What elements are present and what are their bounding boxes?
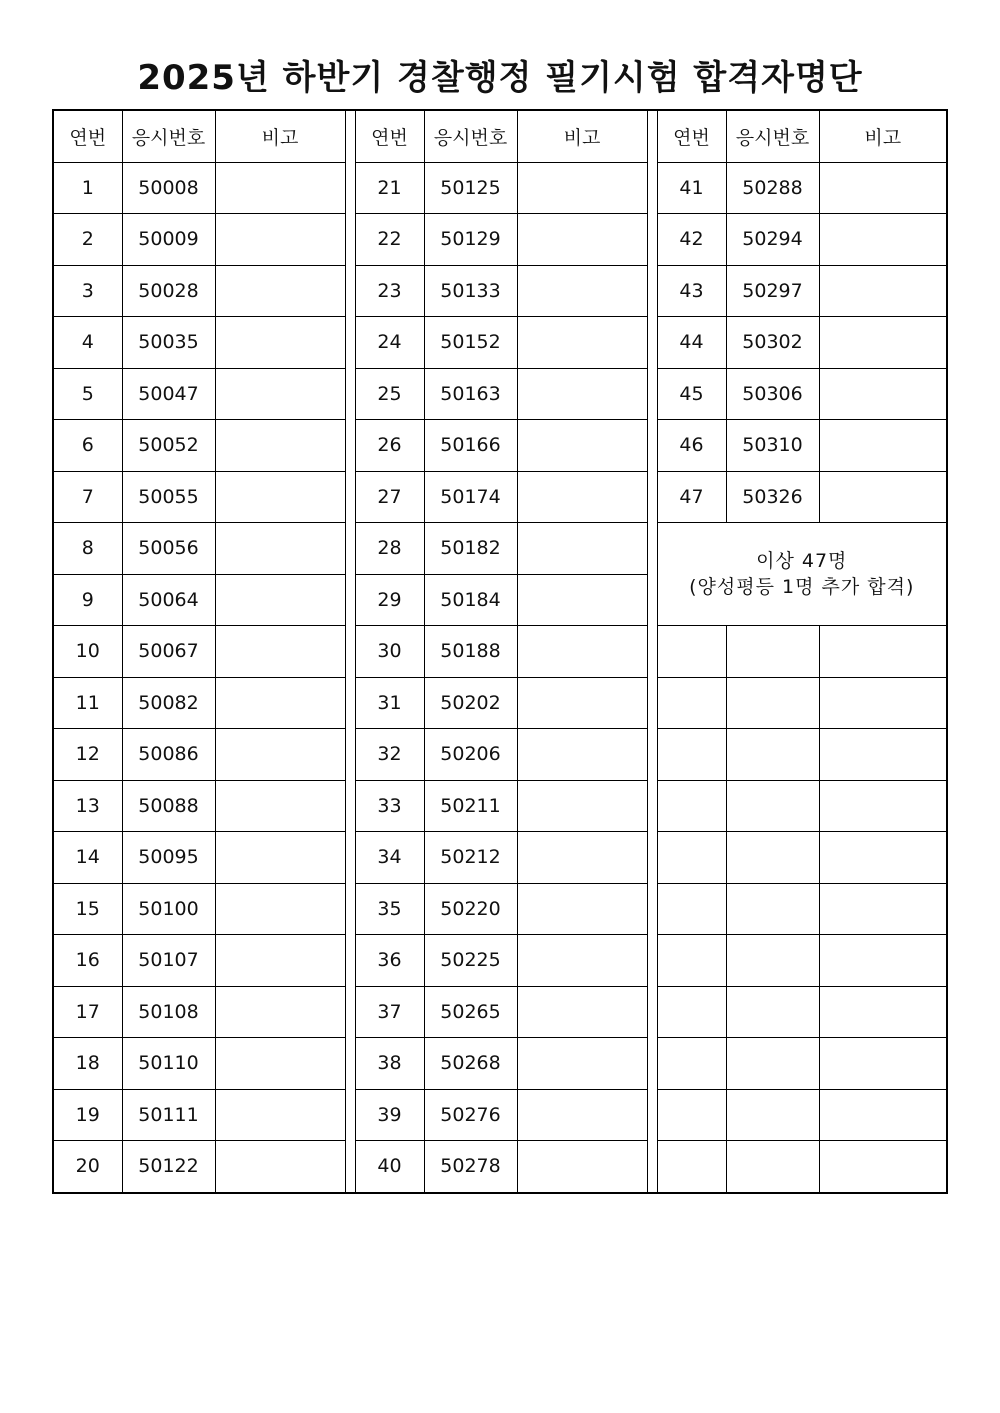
column-gap <box>647 317 657 369</box>
seq-cell: 21 <box>355 162 424 214</box>
remark-cell <box>517 265 647 317</box>
exam-no-cell: 50297 <box>726 265 819 317</box>
column-gap <box>647 574 657 626</box>
table-row <box>53 1141 947 1193</box>
exam-no-cell <box>726 780 819 832</box>
seq-cell: 28 <box>355 523 424 575</box>
column-gap <box>647 523 657 575</box>
column-gap <box>647 832 657 884</box>
remark-cell <box>517 574 647 626</box>
seq-cell: 3 <box>53 265 122 317</box>
remark-cell <box>819 780 947 832</box>
summary-note <box>657 523 947 626</box>
seq-cell: 22 <box>355 214 424 266</box>
column-gap <box>647 935 657 987</box>
remark-cell <box>517 317 647 369</box>
column-gap <box>345 729 355 781</box>
header-remark: 비고 <box>819 110 947 162</box>
exam-no-cell <box>726 1089 819 1141</box>
column-gap <box>345 626 355 678</box>
remark-cell <box>517 677 647 729</box>
seq-cell: 27 <box>355 471 424 523</box>
exam-no-cell: 50064 <box>122 574 215 626</box>
seq-cell: 12 <box>53 729 122 781</box>
seq-cell: 43 <box>657 265 726 317</box>
exam-no-cell: 50086 <box>122 729 215 781</box>
remark-cell <box>215 883 345 935</box>
table-row <box>53 420 947 472</box>
exam-no-cell <box>726 832 819 884</box>
exam-no-cell: 50276 <box>424 1089 517 1141</box>
remark-cell <box>517 1089 647 1141</box>
remark-cell <box>517 986 647 1038</box>
column-gap <box>345 832 355 884</box>
exam-no-cell <box>726 1141 819 1193</box>
remark-cell <box>819 986 947 1038</box>
column-gap <box>647 471 657 523</box>
remark-cell <box>517 1038 647 1090</box>
exam-no-cell: 50268 <box>424 1038 517 1090</box>
seq-cell: 2 <box>53 214 122 266</box>
exam-no-cell <box>726 883 819 935</box>
remark-cell <box>517 420 647 472</box>
table-row <box>53 677 947 729</box>
seq-cell: 6 <box>53 420 122 472</box>
header-remark: 비고 <box>215 110 345 162</box>
column-gap <box>647 420 657 472</box>
remark-cell <box>517 780 647 832</box>
seq-cell: 41 <box>657 162 726 214</box>
remark-cell <box>819 626 947 678</box>
exam-no-cell: 50122 <box>122 1141 215 1193</box>
exam-no-cell: 50212 <box>424 832 517 884</box>
exam-no-cell <box>726 935 819 987</box>
column-gap <box>647 1038 657 1090</box>
exam-no-cell: 50163 <box>424 368 517 420</box>
exam-no-cell: 50278 <box>424 1141 517 1193</box>
exam-no-cell <box>726 986 819 1038</box>
seq-cell <box>657 832 726 884</box>
column-gap <box>345 214 355 266</box>
seq-cell: 10 <box>53 626 122 678</box>
remark-cell <box>215 214 345 266</box>
table-row <box>53 162 947 214</box>
seq-cell <box>657 780 726 832</box>
column-gap <box>345 1038 355 1090</box>
exam-no-cell: 50110 <box>122 1038 215 1090</box>
seq-cell: 47 <box>657 471 726 523</box>
seq-cell: 24 <box>355 317 424 369</box>
remark-cell <box>819 214 947 266</box>
column-gap <box>647 368 657 420</box>
remark-cell <box>215 1141 345 1193</box>
exam-no-cell: 50294 <box>726 214 819 266</box>
seq-cell: 38 <box>355 1038 424 1090</box>
remark-cell <box>517 523 647 575</box>
seq-cell <box>657 883 726 935</box>
table-row <box>53 935 947 987</box>
seq-cell <box>657 677 726 729</box>
remark-cell <box>517 471 647 523</box>
header-exam-no: 응시번호 <box>424 110 517 162</box>
remark-cell <box>517 1141 647 1193</box>
exam-no-cell: 50108 <box>122 986 215 1038</box>
remark-cell <box>517 935 647 987</box>
remark-cell <box>215 935 345 987</box>
roster-table <box>52 109 948 1194</box>
seq-cell <box>657 626 726 678</box>
remark-cell <box>819 368 947 420</box>
exam-no-cell: 50220 <box>424 883 517 935</box>
exam-no-cell: 50202 <box>424 677 517 729</box>
exam-no-cell: 50211 <box>424 780 517 832</box>
exam-no-cell: 50107 <box>122 935 215 987</box>
exam-no-cell: 50326 <box>726 471 819 523</box>
seq-cell: 35 <box>355 883 424 935</box>
exam-no-cell: 50052 <box>122 420 215 472</box>
remark-cell <box>517 214 647 266</box>
seq-cell: 40 <box>355 1141 424 1193</box>
remark-cell <box>215 832 345 884</box>
page-title: 2025년 하반기 경찰행정 필기시험 합격자명단 <box>137 58 863 98</box>
column-gap <box>345 677 355 729</box>
column-gap <box>647 729 657 781</box>
header-row <box>53 110 947 162</box>
remark-cell <box>819 729 947 781</box>
exam-no-cell: 50184 <box>424 574 517 626</box>
seq-cell: 17 <box>53 986 122 1038</box>
remark-cell <box>819 883 947 935</box>
column-gap <box>647 110 657 162</box>
table-row <box>53 626 947 678</box>
table-row <box>53 265 947 317</box>
table-row <box>53 780 947 832</box>
column-gap <box>345 265 355 317</box>
exam-no-cell <box>726 1038 819 1090</box>
seq-cell: 9 <box>53 574 122 626</box>
seq-cell: 20 <box>53 1141 122 1193</box>
remark-cell <box>819 1038 947 1090</box>
table-row <box>53 368 947 420</box>
seq-cell: 16 <box>53 935 122 987</box>
remark-cell <box>215 1089 345 1141</box>
exam-no-cell <box>726 729 819 781</box>
remark-cell <box>215 317 345 369</box>
remark-cell <box>215 677 345 729</box>
remark-cell <box>819 420 947 472</box>
exam-no-cell: 50306 <box>726 368 819 420</box>
seq-cell: 31 <box>355 677 424 729</box>
column-gap <box>647 265 657 317</box>
exam-no-cell: 50182 <box>424 523 517 575</box>
remark-cell <box>819 471 947 523</box>
remark-cell <box>517 626 647 678</box>
column-gap <box>345 780 355 832</box>
column-gap <box>647 780 657 832</box>
seq-cell <box>657 935 726 987</box>
table-row <box>53 1038 947 1090</box>
exam-no-cell: 50125 <box>424 162 517 214</box>
seq-cell: 26 <box>355 420 424 472</box>
remark-cell <box>819 677 947 729</box>
seq-cell <box>657 986 726 1038</box>
seq-cell: 25 <box>355 368 424 420</box>
table-row <box>53 471 947 523</box>
seq-cell: 1 <box>53 162 122 214</box>
seq-cell: 39 <box>355 1089 424 1141</box>
remark-cell <box>215 162 345 214</box>
header-seq: 연번 <box>53 110 122 162</box>
column-gap <box>345 162 355 214</box>
seq-cell <box>657 1089 726 1141</box>
column-gap <box>345 574 355 626</box>
seq-cell: 45 <box>657 368 726 420</box>
column-gap <box>345 471 355 523</box>
remark-cell <box>517 832 647 884</box>
exam-no-cell: 50055 <box>122 471 215 523</box>
seq-cell <box>657 1038 726 1090</box>
table-row <box>53 883 947 935</box>
header-exam-no: 응시번호 <box>122 110 215 162</box>
remark-cell <box>819 265 947 317</box>
remark-cell <box>517 368 647 420</box>
seq-cell: 32 <box>355 729 424 781</box>
exam-no-cell <box>726 677 819 729</box>
exam-no-cell: 50133 <box>424 265 517 317</box>
seq-cell: 29 <box>355 574 424 626</box>
column-gap <box>647 214 657 266</box>
exam-no-cell: 50265 <box>424 986 517 1038</box>
seq-cell: 18 <box>53 1038 122 1090</box>
exam-no-cell: 50174 <box>424 471 517 523</box>
column-gap <box>345 986 355 1038</box>
seq-cell: 23 <box>355 265 424 317</box>
table-row <box>53 986 947 1038</box>
seq-cell: 5 <box>53 368 122 420</box>
exam-no-cell: 50225 <box>424 935 517 987</box>
remark-cell <box>819 1141 947 1193</box>
header-exam-no: 응시번호 <box>726 110 819 162</box>
column-gap <box>647 883 657 935</box>
remark-cell <box>215 471 345 523</box>
header-seq: 연번 <box>355 110 424 162</box>
exam-no-cell: 50188 <box>424 626 517 678</box>
remark-cell <box>819 1089 947 1141</box>
exam-no-cell: 50100 <box>122 883 215 935</box>
column-gap <box>345 523 355 575</box>
summary-total: 이상 47명 <box>756 550 848 572</box>
exam-no-cell <box>726 626 819 678</box>
roster-body <box>53 110 947 1193</box>
column-gap <box>345 317 355 369</box>
remark-cell <box>517 883 647 935</box>
seq-cell: 13 <box>53 780 122 832</box>
exam-no-cell: 50288 <box>726 162 819 214</box>
seq-cell <box>657 729 726 781</box>
exam-no-cell: 50129 <box>424 214 517 266</box>
column-gap <box>345 420 355 472</box>
seq-cell: 33 <box>355 780 424 832</box>
remark-cell <box>215 574 345 626</box>
column-gap <box>647 677 657 729</box>
exam-no-cell: 50035 <box>122 317 215 369</box>
table-row <box>53 832 947 884</box>
exam-no-cell: 50111 <box>122 1089 215 1141</box>
column-gap <box>647 986 657 1038</box>
table-row <box>53 317 947 369</box>
column-gap <box>345 883 355 935</box>
column-gap <box>647 162 657 214</box>
exam-no-cell: 50310 <box>726 420 819 472</box>
exam-no-cell: 50028 <box>122 265 215 317</box>
remark-cell <box>215 986 345 1038</box>
seq-cell: 30 <box>355 626 424 678</box>
column-gap <box>345 1089 355 1141</box>
exam-no-cell: 50067 <box>122 626 215 678</box>
remark-cell <box>215 1038 345 1090</box>
header-remark: 비고 <box>517 110 647 162</box>
remark-cell <box>215 523 345 575</box>
column-gap <box>345 1141 355 1193</box>
seq-cell: 19 <box>53 1089 122 1141</box>
table-row <box>53 523 947 575</box>
exam-no-cell: 50166 <box>424 420 517 472</box>
remark-cell <box>215 729 345 781</box>
seq-cell: 8 <box>53 523 122 575</box>
exam-no-cell: 50082 <box>122 677 215 729</box>
summary-extra: (양성평등 1명 추가 합격) <box>689 576 915 598</box>
exam-no-cell: 50095 <box>122 832 215 884</box>
seq-cell: 37 <box>355 986 424 1038</box>
remark-cell <box>517 729 647 781</box>
header-seq: 연번 <box>657 110 726 162</box>
exam-no-cell: 50056 <box>122 523 215 575</box>
seq-cell: 46 <box>657 420 726 472</box>
seq-cell: 11 <box>53 677 122 729</box>
seq-cell: 4 <box>53 317 122 369</box>
remark-cell <box>215 420 345 472</box>
exam-no-cell: 50008 <box>122 162 215 214</box>
seq-cell: 15 <box>53 883 122 935</box>
seq-cell: 36 <box>355 935 424 987</box>
exam-no-cell: 50088 <box>122 780 215 832</box>
remark-cell <box>819 832 947 884</box>
remark-cell <box>819 317 947 369</box>
column-gap <box>647 1089 657 1141</box>
exam-no-cell: 50047 <box>122 368 215 420</box>
remark-cell <box>819 935 947 987</box>
seq-cell <box>657 1141 726 1193</box>
table-row <box>53 1089 947 1141</box>
remark-cell <box>215 265 345 317</box>
exam-no-cell: 50302 <box>726 317 819 369</box>
remark-cell <box>517 162 647 214</box>
table-row <box>53 214 947 266</box>
exam-no-cell: 50152 <box>424 317 517 369</box>
exam-no-cell: 50206 <box>424 729 517 781</box>
seq-cell: 44 <box>657 317 726 369</box>
remark-cell <box>215 780 345 832</box>
column-gap <box>345 110 355 162</box>
seq-cell: 14 <box>53 832 122 884</box>
table-row <box>53 729 947 781</box>
column-gap <box>345 935 355 987</box>
remark-cell <box>215 368 345 420</box>
column-gap <box>647 1141 657 1193</box>
remark-cell <box>215 626 345 678</box>
column-gap <box>647 626 657 678</box>
seq-cell: 7 <box>53 471 122 523</box>
remark-cell <box>819 162 947 214</box>
exam-no-cell: 50009 <box>122 214 215 266</box>
column-gap <box>345 368 355 420</box>
seq-cell: 42 <box>657 214 726 266</box>
seq-cell: 34 <box>355 832 424 884</box>
